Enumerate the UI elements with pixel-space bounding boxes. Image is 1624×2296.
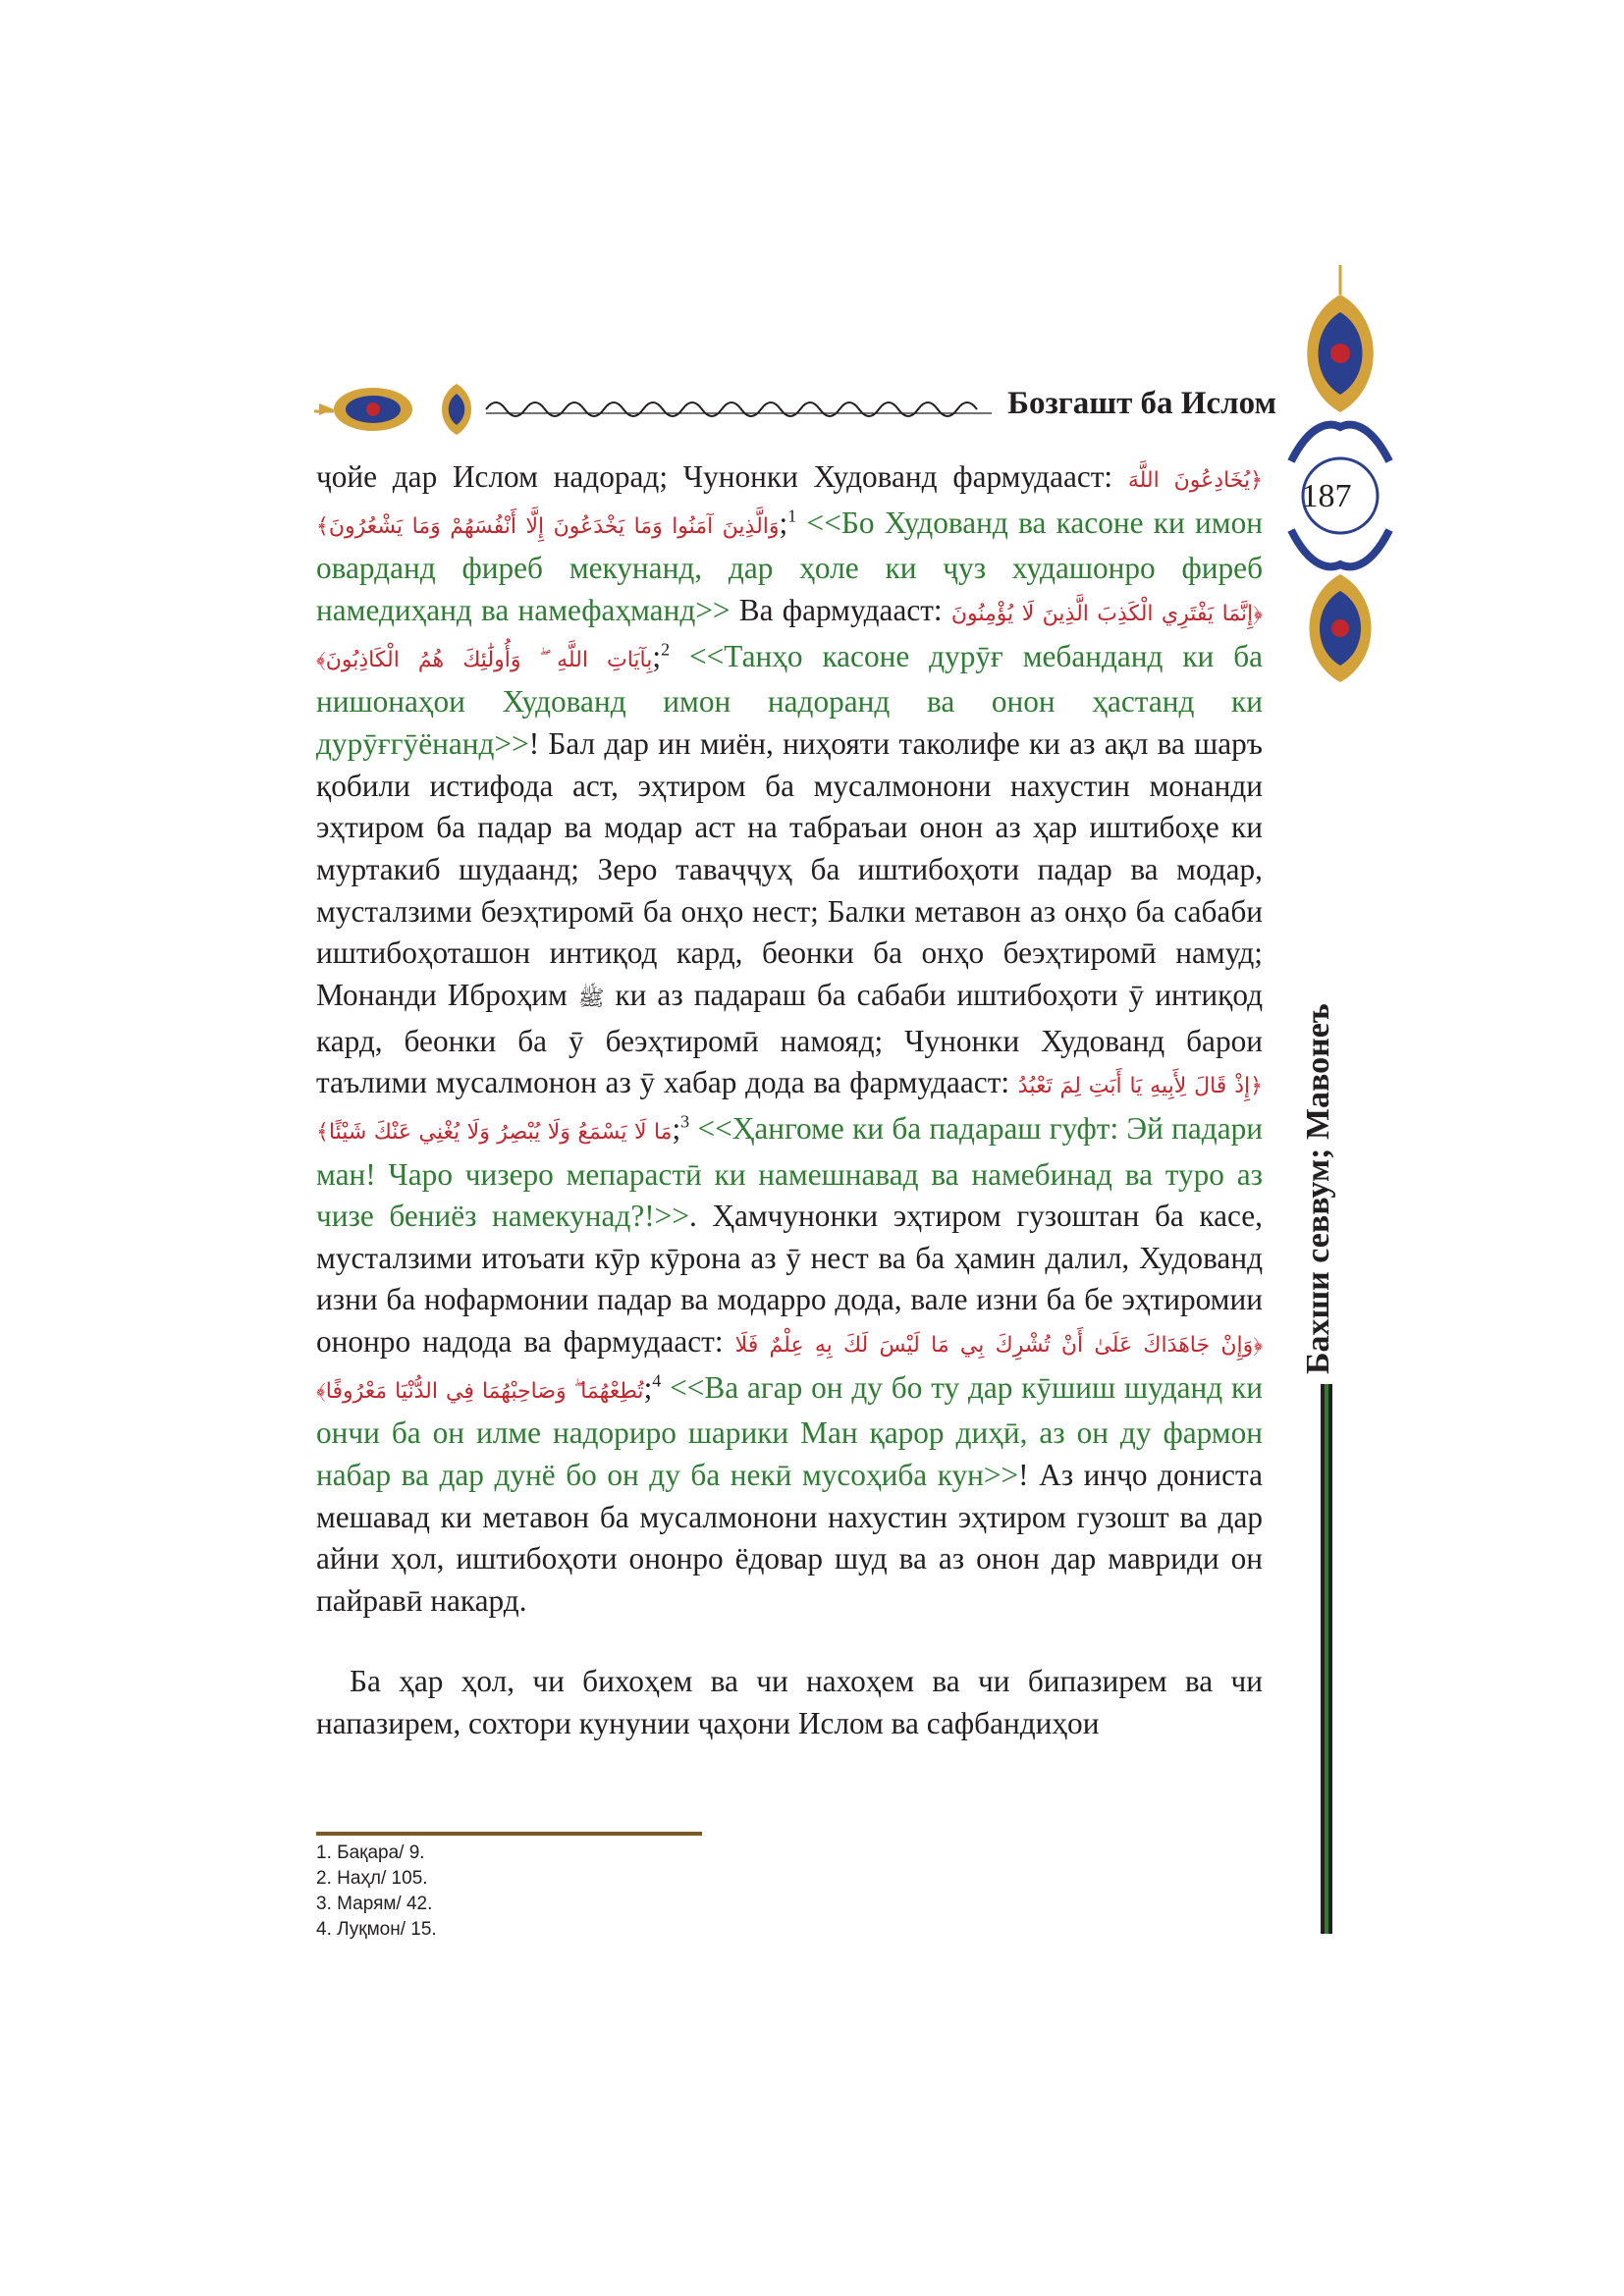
- second-paragraph: Ба ҳар ҳол, чи бихоҳем ва чи нахоҳем ва чи бипазирем ва чи напазирем, сохтори кунунии ҷаҳони Ислом ва сафбандиҳои: [316, 1664, 1263, 1740]
- section-title-text: Бахши севвум; Мавонеъ: [1300, 1003, 1336, 1374]
- footnote-ref-2: 2: [661, 639, 671, 660]
- arabic-verse-1: ﴿يُخَادِعُونَ اللَّهَ وَالَّذِينَ آمَنُوا وَمَا يَخْدَعُونَ إِلَّا أَنْفُسَهُمْ وَمَا يَشْعُرُونَ﴾: [316, 468, 1263, 539]
- translation-4: <<Ва агар он ду бо ту дар кӯшиш шуданд ки ончи ба он илме надориро шарики Ман қарор диҳӣ, аз он ду фармон набар ва дар дунё бо он ду ба некӣ мусоҳиба кун>>: [316, 1369, 1264, 1493]
- text-run: ;: [652, 638, 662, 673]
- main-paragraph: [316, 456, 1263, 1623]
- footnote-ref-1: 1: [787, 506, 797, 526]
- text-run: Ва фармудааст:: [730, 592, 951, 627]
- arabic-verse-3: ﴿إِذْ قَالَ لِأَبِيهِ يَا أَبَتِ لِمَ تَعْبُدُ مَا لَا يَسْمَعُ وَلَا يُبْصِرُ وَلَا يُغْنِي عَنْكَ شَيْئًا﴾: [316, 1074, 1263, 1145]
- arabic-verse-2: ﴿إِنَّمَا يَفْتَرِي الْكَذِبَ الَّذِينَ لَا يُؤْمِنُونَ بِآيَاتِ اللَّهِ ۖ وَأُولَٰئِكَ هُمُ الْكَاذِبُونَ﴾: [316, 601, 1263, 672]
- translation-3: <<Ҳангоме ки ба падараш гуфт: Эй падари ман! Чаро чизеро мепарастӣ ки намешнавад ва намебинад ва туро аз чизе бениёз намекунад?!>>: [316, 1110, 1263, 1234]
- text-run: ;: [672, 1110, 681, 1146]
- footnotes: [316, 1841, 437, 1943]
- footnote-divider: [316, 1832, 702, 1836]
- footnote-ref-4: 4: [652, 1370, 662, 1391]
- text-run: ҷойе дар Ислом надорад; Чунонки Худованд фармудааст:: [316, 459, 1128, 494]
- footnote-ref-3: 3: [680, 1111, 690, 1132]
- footnote-1: 1. Бақара/ 9.: [316, 1842, 425, 1863]
- arabic-verse-4: ﴿وَإِنْ جَاهَدَاكَ عَلَىٰ أَنْ تُشْرِكَ بِي مَا لَيْسَ لَكَ بِهِ عِلْمٌ فَلَا تُطِعْهُمَا ۖ وَصَاحِبْهُمَا فِي الدُّنْيَا مَعْرُوفًا﴾: [316, 1333, 1263, 1404]
- header-ornament-icon: [314, 378, 1001, 437]
- footnote-4: 4. Луқмон/ 15.: [316, 1919, 437, 1940]
- footnote-2: 2. Наҳл/ 105.: [316, 1868, 428, 1889]
- text-run: ;: [779, 505, 788, 540]
- running-header: [314, 378, 1276, 437]
- translation-2: <<Танҳо касоне дурӯғ мебанданд ки ба нишонаҳои Худованд имон надоранд ва онон ҳастанд ки дурӯғгӯёнанд>>: [316, 638, 1264, 761]
- translation-1: <<Бо Худованд ва касоне ки имон оварданд фиреб мекунанд, дар ҳоле ки ҷуз худашонро фиреб намедиҳанд ва намефаҳманд>>: [316, 505, 1263, 627]
- text-run: ;: [643, 1369, 653, 1405]
- text-run: . Ҳамчунонки эҳтиром гузоштан ба касе, мусталзими итоъати кӯр кӯрона аз ӯ нест ва ба ҳамин далил, Худованд изни ба нофармонии падар ва модарро дода, вале изни ба бе эҳтиромии ононро надода ва фармудааст:: [316, 1199, 1263, 1360]
- honorific-glyph: ﷺ: [577, 986, 605, 1011]
- footnote-3: 3. Марям/ 42.: [316, 1894, 433, 1914]
- text-run: ! Бал дар ин миён, ниҳояти таколифе ки аз ақл ва шаръ қобили истифода аст, эҳтиром ба мусалмонони нахустин монанди эҳтиром ба падар ва модар аст на табраъаи онон аз ҳар иштибоҳе ки муртакиб шудаанд; Зеро таваҷҷуҳ ба иштибоҳоти падар ва модар, мусталзими беэҳтиромӣ ба онҳо нест; Балки метавон аз онҳо ба сабаби иштибоҳоташон интиқод кард, беонки ба онҳо беэҳтиромӣ намуд; Монанди Иброҳим: [316, 725, 1263, 1012]
- text-run: ! Аз инҷо дониста мешавад ки метавон ба мусалмонони нахустин эҳтиром гузошт ва дар айни ҳол, иштибоҳоти ононро ёдовар шуд ва аз онон дар мавриди он пайравӣ накард.: [316, 1458, 1264, 1619]
- header-title: Бозгашт ба Ислом: [1007, 386, 1276, 421]
- text-run: ки аз падараш ба сабаби иштибоҳоти ӯ интиқод кард, беонки ба ӯ беэҳтиромӣ намояд; Чунонки Худованд барои таълими мусалмонон аз ӯ хабар дода ва фармудааст:: [316, 977, 1263, 1100]
- page-number: 187: [1301, 478, 1352, 514]
- side-color-bars: [1321, 1384, 1332, 1934]
